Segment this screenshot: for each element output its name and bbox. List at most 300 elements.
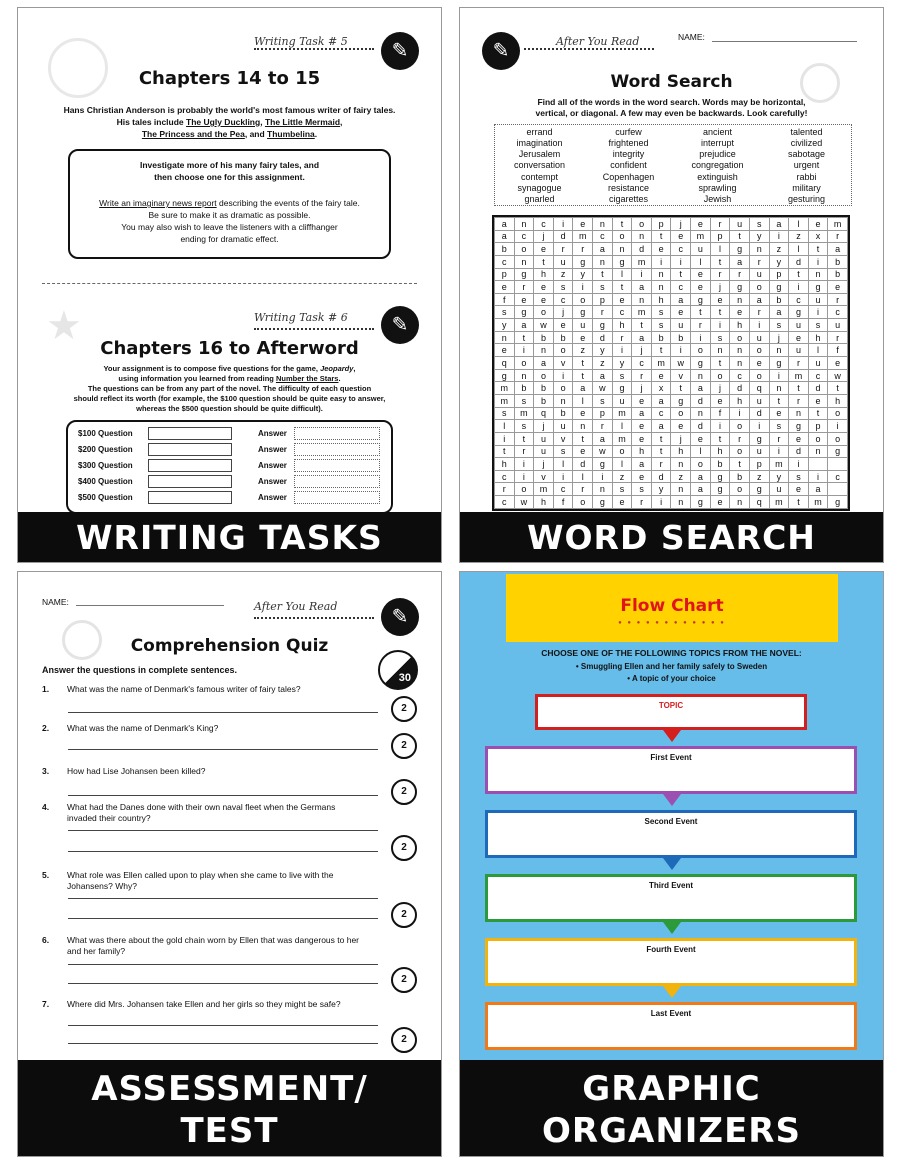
grid-cell[interactable]: c: [828, 306, 848, 319]
grid-cell[interactable]: s: [769, 420, 789, 433]
grid-cell[interactable]: j: [534, 420, 554, 433]
grid-cell[interactable]: e: [691, 268, 711, 281]
grid-cell[interactable]: m: [573, 230, 593, 243]
grid-cell[interactable]: n: [514, 369, 534, 382]
grid-cell[interactable]: i: [514, 458, 534, 471]
grid-cell[interactable]: e: [808, 394, 828, 407]
answer-line[interactable]: [68, 964, 378, 965]
grid-cell[interactable]: s: [789, 470, 809, 483]
grid-cell[interactable]: d: [632, 243, 652, 256]
grid-cell[interactable]: y: [593, 344, 613, 357]
grid-cell[interactable]: y: [749, 230, 769, 243]
grid-cell[interactable]: c: [553, 483, 573, 496]
grid-cell[interactable]: a: [769, 218, 789, 231]
grid-cell[interactable]: g: [691, 496, 711, 509]
grid-cell[interactable]: b: [671, 331, 691, 344]
question-field[interactable]: [148, 475, 232, 488]
grid-cell[interactable]: s: [593, 394, 613, 407]
grid-cell[interactable]: t: [808, 407, 828, 420]
grid-cell[interactable]: s: [514, 420, 534, 433]
grid-cell[interactable]: i: [769, 369, 789, 382]
grid-cell[interactable]: j: [710, 382, 730, 395]
answer-line[interactable]: [68, 983, 378, 984]
grid-cell[interactable]: n: [593, 483, 613, 496]
grid-cell[interactable]: d: [789, 255, 809, 268]
grid-cell[interactable]: a: [495, 218, 515, 231]
grid-cell[interactable]: i: [553, 218, 573, 231]
grid-cell[interactable]: y: [573, 268, 593, 281]
grid-cell[interactable]: a: [651, 394, 671, 407]
grid-cell[interactable]: b: [534, 394, 554, 407]
grid-cell[interactable]: e: [691, 281, 711, 294]
grid-cell[interactable]: g: [612, 255, 632, 268]
grid-cell[interactable]: h: [534, 496, 554, 509]
grid-cell[interactable]: t: [789, 496, 809, 509]
grid-cell[interactable]: u: [534, 445, 554, 458]
grid-cell[interactable]: h: [828, 394, 848, 407]
grid-cell[interactable]: r: [573, 483, 593, 496]
grid-cell[interactable]: i: [789, 281, 809, 294]
grid-cell[interactable]: t: [710, 357, 730, 370]
question-field[interactable]: [148, 459, 232, 472]
grid-cell[interactable]: i: [749, 420, 769, 433]
grid-cell[interactable]: b: [495, 243, 515, 256]
grid-cell[interactable]: a: [730, 255, 750, 268]
grid-cell[interactable]: g: [514, 268, 534, 281]
grid-cell[interactable]: e: [534, 281, 554, 294]
grid-cell[interactable]: a: [514, 319, 534, 332]
grid-cell[interactable]: s: [553, 281, 573, 294]
grid-cell[interactable]: c: [495, 470, 515, 483]
grid-cell[interactable]: a: [593, 243, 613, 256]
grid-cell[interactable]: w: [828, 369, 848, 382]
answer-field[interactable]: [294, 491, 380, 504]
grid-cell[interactable]: j: [632, 382, 652, 395]
grid-cell[interactable]: i: [749, 319, 769, 332]
flow-box[interactable]: [485, 1002, 857, 1050]
grid-cell[interactable]: y: [612, 357, 632, 370]
grid-cell[interactable]: t: [691, 306, 711, 319]
grid-cell[interactable]: d: [553, 230, 573, 243]
grid-cell[interactable]: b: [769, 293, 789, 306]
grid-cell[interactable]: n: [553, 394, 573, 407]
grid-cell[interactable]: r: [632, 369, 652, 382]
grid-cell[interactable]: c: [808, 369, 828, 382]
grid-cell[interactable]: a: [632, 458, 652, 471]
grid-cell[interactable]: v: [553, 357, 573, 370]
grid-cell[interactable]: r: [828, 331, 848, 344]
grid-cell[interactable]: e: [789, 331, 809, 344]
grid-cell[interactable]: m: [769, 496, 789, 509]
grid-cell[interactable]: e: [651, 243, 671, 256]
grid-cell[interactable]: o: [730, 483, 750, 496]
grid-cell[interactable]: u: [749, 445, 769, 458]
grid-cell[interactable]: l: [808, 344, 828, 357]
grid-cell[interactable]: c: [671, 243, 691, 256]
grid-cell[interactable]: m: [651, 357, 671, 370]
grid-cell[interactable]: n: [749, 243, 769, 256]
grid-cell[interactable]: c: [495, 255, 515, 268]
answer-field[interactable]: [294, 459, 380, 472]
grid-cell[interactable]: o: [730, 331, 750, 344]
grid-cell[interactable]: [828, 458, 848, 471]
grid-cell[interactable]: n: [730, 344, 750, 357]
grid-cell[interactable]: e: [789, 483, 809, 496]
grid-cell[interactable]: o: [573, 496, 593, 509]
question-field[interactable]: [148, 491, 232, 504]
grid-cell[interactable]: h: [808, 331, 828, 344]
grid-cell[interactable]: u: [789, 344, 809, 357]
grid-cell[interactable]: n: [769, 344, 789, 357]
grid-cell[interactable]: s: [495, 306, 515, 319]
grid-cell[interactable]: i: [691, 331, 711, 344]
grid-cell[interactable]: n: [710, 344, 730, 357]
grid-cell[interactable]: x: [651, 382, 671, 395]
flow-box[interactable]: [485, 746, 857, 794]
grid-cell[interactable]: c: [828, 470, 848, 483]
grid-cell[interactable]: r: [828, 293, 848, 306]
grid-cell[interactable]: a: [828, 243, 848, 256]
grid-cell[interactable]: g: [671, 394, 691, 407]
grid-cell[interactable]: t: [671, 382, 691, 395]
flow-box[interactable]: [485, 938, 857, 986]
grid-cell[interactable]: m: [808, 496, 828, 509]
grid-cell[interactable]: v: [553, 432, 573, 445]
grid-cell[interactable]: e: [612, 293, 632, 306]
grid-cell[interactable]: b: [553, 331, 573, 344]
grid-cell[interactable]: g: [612, 382, 632, 395]
grid-cell[interactable]: g: [710, 483, 730, 496]
grid-cell[interactable]: l: [691, 255, 711, 268]
grid-cell[interactable]: p: [808, 420, 828, 433]
grid-cell[interactable]: r: [789, 394, 809, 407]
grid-cell[interactable]: a: [593, 369, 613, 382]
grid-cell[interactable]: n: [691, 407, 711, 420]
grid-cell[interactable]: a: [691, 470, 711, 483]
grid-cell[interactable]: t: [710, 432, 730, 445]
grid-cell[interactable]: q: [749, 496, 769, 509]
grid-cell[interactable]: e: [514, 293, 534, 306]
flow-box[interactable]: [485, 874, 857, 922]
grid-cell[interactable]: l: [612, 268, 632, 281]
grid-cell[interactable]: a: [769, 306, 789, 319]
grid-cell[interactable]: i: [632, 268, 652, 281]
grid-cell[interactable]: e: [573, 331, 593, 344]
grid-cell[interactable]: n: [730, 357, 750, 370]
grid-cell[interactable]: m: [789, 369, 809, 382]
grid-cell[interactable]: c: [789, 293, 809, 306]
grid-cell[interactable]: w: [514, 496, 534, 509]
grid-cell[interactable]: e: [671, 230, 691, 243]
grid-cell[interactable]: a: [534, 357, 554, 370]
grid-cell[interactable]: e: [789, 432, 809, 445]
grid-cell[interactable]: r: [691, 319, 711, 332]
grid-cell[interactable]: a: [632, 407, 652, 420]
grid-cell[interactable]: u: [749, 268, 769, 281]
grid-cell[interactable]: o: [749, 281, 769, 294]
grid-cell[interactable]: m: [828, 218, 848, 231]
grid-cell[interactable]: t: [632, 319, 652, 332]
grid-cell[interactable]: r: [553, 243, 573, 256]
grid-cell[interactable]: e: [710, 394, 730, 407]
grid-cell[interactable]: l: [789, 218, 809, 231]
grid-cell[interactable]: y: [495, 319, 515, 332]
grid-cell[interactable]: e: [808, 218, 828, 231]
grid-cell[interactable]: e: [691, 432, 711, 445]
grid-cell[interactable]: g: [789, 420, 809, 433]
grid-cell[interactable]: m: [769, 458, 789, 471]
grid-cell[interactable]: o: [534, 369, 554, 382]
grid-cell[interactable]: r: [514, 281, 534, 294]
grid-cell[interactable]: n: [651, 281, 671, 294]
grid-cell[interactable]: d: [789, 445, 809, 458]
grid-cell[interactable]: q: [534, 407, 554, 420]
grid-cell[interactable]: s: [710, 331, 730, 344]
grid-cell[interactable]: h: [632, 445, 652, 458]
grid-cell[interactable]: g: [769, 357, 789, 370]
grid-cell[interactable]: n: [612, 243, 632, 256]
grid-cell[interactable]: e: [828, 357, 848, 370]
grid-cell[interactable]: u: [573, 319, 593, 332]
grid-cell[interactable]: u: [691, 243, 711, 256]
grid-cell[interactable]: t: [730, 458, 750, 471]
grid-cell[interactable]: z: [612, 470, 632, 483]
grid-cell[interactable]: c: [534, 218, 554, 231]
grid-cell[interactable]: t: [534, 255, 554, 268]
grid-cell[interactable]: e: [612, 496, 632, 509]
grid-cell[interactable]: i: [828, 420, 848, 433]
grid-cell[interactable]: f: [710, 407, 730, 420]
grid-cell[interactable]: v: [534, 470, 554, 483]
grid-cell[interactable]: j: [534, 230, 554, 243]
grid-cell[interactable]: n: [671, 496, 691, 509]
grid-cell[interactable]: o: [691, 344, 711, 357]
grid-cell[interactable]: u: [828, 319, 848, 332]
grid-cell[interactable]: o: [671, 407, 691, 420]
grid-cell[interactable]: g: [593, 458, 613, 471]
grid-cell[interactable]: l: [612, 420, 632, 433]
grid-cell[interactable]: t: [573, 357, 593, 370]
grid-cell[interactable]: g: [749, 483, 769, 496]
grid-cell[interactable]: j: [769, 331, 789, 344]
grid-cell[interactable]: z: [593, 357, 613, 370]
grid-cell[interactable]: o: [612, 230, 632, 243]
grid-cell[interactable]: e: [632, 420, 652, 433]
grid-cell[interactable]: j: [671, 218, 691, 231]
grid-cell[interactable]: y: [769, 255, 789, 268]
grid-cell[interactable]: t: [651, 445, 671, 458]
grid-cell[interactable]: a: [691, 483, 711, 496]
grid-cell[interactable]: p: [710, 230, 730, 243]
grid-cell[interactable]: g: [710, 470, 730, 483]
grid-cell[interactable]: e: [553, 319, 573, 332]
grid-cell[interactable]: m: [632, 306, 652, 319]
grid-cell[interactable]: c: [671, 281, 691, 294]
answer-line[interactable]: [68, 1025, 378, 1026]
grid-cell[interactable]: c: [495, 496, 515, 509]
grid-cell[interactable]: r: [730, 432, 750, 445]
grid-cell[interactable]: o: [828, 407, 848, 420]
grid-cell[interactable]: e: [730, 306, 750, 319]
grid-cell[interactable]: o: [612, 445, 632, 458]
grid-cell[interactable]: t: [789, 382, 809, 395]
answer-line[interactable]: [68, 918, 378, 919]
grid-cell[interactable]: e: [573, 218, 593, 231]
grid-cell[interactable]: l: [691, 445, 711, 458]
grid-cell[interactable]: e: [710, 293, 730, 306]
grid-cell[interactable]: o: [514, 483, 534, 496]
grid-cell[interactable]: i: [651, 255, 671, 268]
question-field[interactable]: [148, 443, 232, 456]
grid-cell[interactable]: t: [710, 255, 730, 268]
grid-cell[interactable]: e: [671, 306, 691, 319]
grid-cell[interactable]: a: [632, 281, 652, 294]
grid-cell[interactable]: a: [749, 293, 769, 306]
grid-cell[interactable]: c: [593, 230, 613, 243]
grid-cell[interactable]: a: [808, 483, 828, 496]
grid-cell[interactable]: i: [514, 344, 534, 357]
grid-cell[interactable]: t: [495, 445, 515, 458]
grid-cell[interactable]: v: [671, 369, 691, 382]
grid-cell[interactable]: u: [808, 293, 828, 306]
grid-cell[interactable]: x: [808, 230, 828, 243]
grid-cell[interactable]: n: [632, 293, 652, 306]
grid-cell[interactable]: q: [495, 357, 515, 370]
grid-cell[interactable]: u: [749, 394, 769, 407]
grid-cell[interactable]: n: [691, 369, 711, 382]
grid-cell[interactable]: o: [730, 445, 750, 458]
grid-cell[interactable]: u: [789, 319, 809, 332]
grid-cell[interactable]: h: [710, 445, 730, 458]
grid-cell[interactable]: b: [828, 255, 848, 268]
grid-cell[interactable]: i: [710, 420, 730, 433]
grid-cell[interactable]: g: [749, 432, 769, 445]
grid-cell[interactable]: t: [769, 394, 789, 407]
grid-cell[interactable]: o: [808, 432, 828, 445]
grid-cell[interactable]: s: [769, 319, 789, 332]
answer-field[interactable]: [294, 427, 380, 440]
grid-cell[interactable]: z: [553, 268, 573, 281]
grid-cell[interactable]: g: [573, 255, 593, 268]
grid-cell[interactable]: h: [651, 293, 671, 306]
grid-cell[interactable]: h: [495, 458, 515, 471]
grid-cell[interactable]: l: [553, 458, 573, 471]
grid-cell[interactable]: b: [534, 331, 554, 344]
grid-cell[interactable]: t: [710, 306, 730, 319]
grid-cell[interactable]: t: [514, 432, 534, 445]
grid-cell[interactable]: g: [514, 306, 534, 319]
grid-cell[interactable]: b: [553, 407, 573, 420]
grid-cell[interactable]: i: [769, 230, 789, 243]
grid-cell[interactable]: j: [710, 281, 730, 294]
grid-cell[interactable]: t: [651, 230, 671, 243]
grid-cell[interactable]: r: [651, 458, 671, 471]
grid-cell[interactable]: a: [593, 432, 613, 445]
grid-cell[interactable]: h: [534, 268, 554, 281]
grid-cell[interactable]: y: [769, 470, 789, 483]
answer-field[interactable]: [294, 475, 380, 488]
grid-cell[interactable]: l: [612, 458, 632, 471]
grid-cell[interactable]: u: [769, 483, 789, 496]
grid-cell[interactable]: n: [495, 331, 515, 344]
grid-cell[interactable]: o: [749, 344, 769, 357]
grid-cell[interactable]: e: [691, 218, 711, 231]
grid-cell[interactable]: l: [789, 243, 809, 256]
grid-cell[interactable]: a: [495, 230, 515, 243]
grid-cell[interactable]: s: [514, 394, 534, 407]
grid-cell[interactable]: o: [710, 369, 730, 382]
grid-cell[interactable]: z: [573, 344, 593, 357]
grid-cell[interactable]: z: [789, 230, 809, 243]
grid-cell[interactable]: r: [593, 306, 613, 319]
grid-cell[interactable]: n: [593, 255, 613, 268]
grid-cell[interactable]: d: [651, 470, 671, 483]
grid-cell[interactable]: u: [534, 432, 554, 445]
grid-cell[interactable]: g: [828, 445, 848, 458]
grid-cell[interactable]: e: [495, 281, 515, 294]
grid-cell[interactable]: e: [828, 281, 848, 294]
grid-cell[interactable]: i: [514, 470, 534, 483]
grid-cell[interactable]: n: [808, 445, 828, 458]
grid-cell[interactable]: c: [730, 369, 750, 382]
grid-cell[interactable]: o: [553, 382, 573, 395]
grid-cell[interactable]: p: [593, 407, 613, 420]
grid-cell[interactable]: y: [651, 483, 671, 496]
grid-cell[interactable]: e: [769, 407, 789, 420]
grid-cell[interactable]: i: [553, 470, 573, 483]
grid-cell[interactable]: o: [514, 357, 534, 370]
grid-cell[interactable]: d: [691, 394, 711, 407]
grid-cell[interactable]: n: [730, 496, 750, 509]
grid-cell[interactable]: i: [730, 407, 750, 420]
grid-cell[interactable]: i: [710, 319, 730, 332]
grid-cell[interactable]: o: [828, 432, 848, 445]
grid-cell[interactable]: f: [495, 293, 515, 306]
grid-cell[interactable]: e: [651, 369, 671, 382]
grid-cell[interactable]: l: [710, 243, 730, 256]
grid-cell[interactable]: m: [495, 394, 515, 407]
grid-cell[interactable]: o: [534, 306, 554, 319]
grid-cell[interactable]: n: [651, 268, 671, 281]
name-field[interactable]: [712, 41, 857, 42]
flow-box[interactable]: [535, 694, 807, 730]
grid-cell[interactable]: r: [769, 432, 789, 445]
grid-cell[interactable]: s: [612, 369, 632, 382]
grid-cell[interactable]: f: [553, 496, 573, 509]
grid-cell[interactable]: g: [593, 496, 613, 509]
answer-line[interactable]: [68, 851, 378, 852]
grid-cell[interactable]: m: [632, 255, 652, 268]
grid-cell[interactable]: u: [671, 319, 691, 332]
grid-cell[interactable]: w: [593, 445, 613, 458]
grid-cell[interactable]: e: [573, 445, 593, 458]
grid-cell[interactable]: e: [710, 496, 730, 509]
grid-cell[interactable]: m: [612, 407, 632, 420]
grid-cell[interactable]: l: [573, 470, 593, 483]
grid-cell[interactable]: g: [691, 357, 711, 370]
grid-cell[interactable]: s: [495, 407, 515, 420]
grid-cell[interactable]: g: [593, 319, 613, 332]
grid-cell[interactable]: d: [808, 382, 828, 395]
grid-cell[interactable]: u: [553, 420, 573, 433]
answer-line[interactable]: [68, 898, 378, 899]
grid-cell[interactable]: r: [749, 306, 769, 319]
grid-cell[interactable]: c: [612, 306, 632, 319]
grid-cell[interactable]: i: [651, 496, 671, 509]
grid-cell[interactable]: e: [534, 243, 554, 256]
grid-cell[interactable]: d: [691, 420, 711, 433]
flow-box[interactable]: [485, 810, 857, 858]
